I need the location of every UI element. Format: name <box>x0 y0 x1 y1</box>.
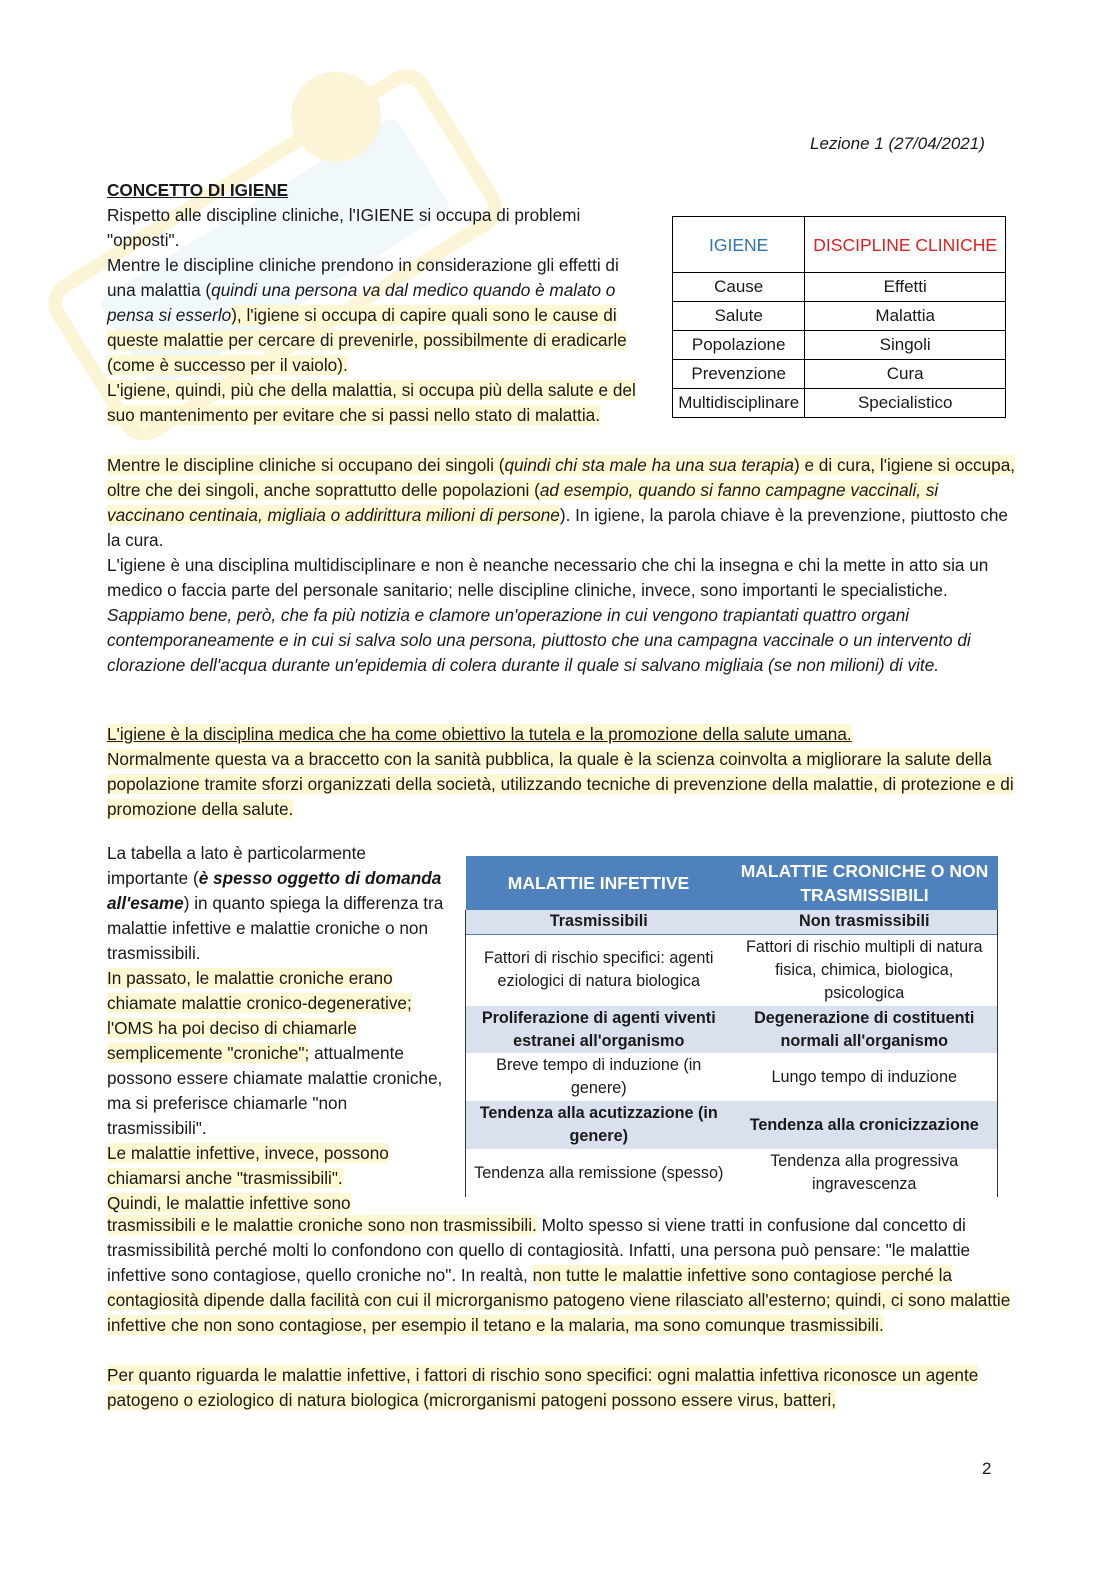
igiene-vs-cliniche-table <box>672 216 1006 418</box>
table2-cell: Lungo tempo di induzione <box>732 1053 998 1101</box>
table2-cell: Breve tempo di induzione (in genere) <box>466 1053 732 1101</box>
section-title: CONCETTO DI IGIENE <box>107 180 289 200</box>
table2-cell: Proliferazione di agenti viventi estranei all'organismo <box>466 1006 732 1053</box>
paragraph-multidisciplinare: L'igiene è una disciplina multidisciplinare e non è neanche necessario che chi la insegna e chi la mette in atto sia un medico o faccia parte del personale sanitario; nelle discipline cliniche, invece, sono importanti le specialistiche. Sappiamo bene, però, che fa più notizia e clamore un'operazione in cui vengono trapiantati quattro organi contemporaneamente e in cui si salva solo una persona, piuttosto che una campagna vaccinale o un intervento di clorazione dell'acqua durante un'epidemia di colera durante il quale si salvano migliaia (se non milioni) di vite. <box>107 555 989 675</box>
table2-cell: Non trasmissibili <box>732 910 998 934</box>
table1-header-discipline: DISCIPLINE CLINICHE <box>805 217 1006 273</box>
table1-cell: Specialistico <box>805 389 1006 418</box>
table2-cell: Fattori di rischio multipli di natura fisica, chimica, biologica, psicologica <box>732 934 998 1006</box>
table1-cell: Malattia <box>805 302 1006 331</box>
table1-cell: Cura <box>805 360 1006 389</box>
table2-cell: Tendenza alla progressiva ingravescenza <box>732 1149 998 1197</box>
table1-cell: Popolazione <box>673 331 805 360</box>
table2-cell: Tendenza alla remissione (spesso) <box>466 1149 732 1197</box>
table2-cell: Fattori di rischio specifici: agenti eziologici di natura biologica <box>466 934 732 1006</box>
table2-header-infettive: MALATTIE INFETTIVE <box>466 856 732 910</box>
intro-paragraph <box>107 203 652 428</box>
intro-line-2: Mentre le discipline cliniche prendono in considerazione gli effetti di una malattia (quindi una persona va dal medico quando è malato o pensa si esserlo), l'igiene si occupa di capire quali sono le cause di queste malattie per cercare di prevenirle, possibilmente di eradicarle (come è successo per il vaiolo). <box>107 255 627 375</box>
table2-cell: Tendenza alla acutizzazione (in genere) <box>466 1101 732 1149</box>
intro-line-3: L'igiene, quindi, più che della malattia, si occupa più della salute e del suo mantenimento per evitare che si passi nello stato di malattia. <box>107 380 636 425</box>
table1-cell: Prevenzione <box>673 360 805 389</box>
table2-cell: Degenerazione di costituenti normali all'organismo <box>732 1006 998 1053</box>
table2-header-croniche: MALATTIE CRONICHE O NON TRASMISSIBILI <box>732 856 998 910</box>
table1-cell: Cause <box>673 273 805 302</box>
lesson-header: Lezione 1 (27/04/2021) <box>810 134 985 153</box>
infettive-vs-croniche-table <box>465 856 998 1197</box>
paragraph-singoli-popolazioni: Mentre le discipline cliniche si occupano dei singoli (quindi chi sta male ha una sua terapia) e di cura, l'igiene si occupa, oltre che dei singoli, anche soprattutto delle popolazioni (ad esempio, quando si fanno campagne vaccinali, si vaccinano centinaia, migliaia o addirittura milioni di persone). In igiene, la parola chiave è la prevenzione, piuttosto che la cura. <box>107 455 1016 550</box>
table1-cell: Singoli <box>805 331 1006 360</box>
intro-line-1: Rispetto alle discipline cliniche, l'IGIENE si occupa di problemi "opposti". <box>107 205 581 250</box>
table2-cell: Trasmissibili <box>466 910 732 934</box>
paragraph-trasmissibilita: trasmissibili e le malattie croniche sono non trasmissibili. Molto spesso si viene tratti in confusione dal concetto di trasmissibilità perché molti lo confondono con quello di contagiosità. Infatti, una persona può pensare: "le malattie infettive sono contagiose, quello croniche no". In realtà, non tutte le malattie infettive sono contagiose perché la contagiosità dipende dalla facilità con cui il microrganismo patogeno viene rilasciato all'esterno; quindi, ci sono malattie infettive che non sono contagiose, per esempio il tetano e la malaria, ma sono comunque trasmissibili. <box>107 1215 1011 1335</box>
table1-cell: Effetti <box>805 273 1006 302</box>
table1-cell: Salute <box>673 302 805 331</box>
table1-cell: Multidisciplinare <box>673 389 805 418</box>
paragraph-definizione-igiene: L'igiene è la disciplina medica che ha come obiettivo la tutela e la promozione della salute umana. Normalmente questa va a braccetto con la sanità pubblica, la quale è la scienza coinvolta a migliorare la salute della popolazione tramite sforzi organizzati della società, utilizzando tecniche di prevenzione della malattie, di protezione e di promozione della salute. <box>107 724 1014 819</box>
table2-cell: Tendenza alla cronicizzazione <box>732 1101 998 1149</box>
table1-header-igiene: IGIENE <box>673 217 805 273</box>
side-paragraph: La tabella a lato è particolarmente importante (è spesso oggetto di domanda all'esame) in quanto spiega la differenza tra malattie infettive e malattie croniche o non trasmissibili. In passato, le malattie croniche erano chiamate malattie cronico-degenerative; l'OMS ha poi deciso di chiamarle semplicemente "croniche"; attualmente possono essere chiamate malattie croniche, ma si preferisce chiamarle "non trasmissibili". Le malattie infettive, invece, possono chiamarsi anche "trasmissibili". Quindi, le malattie infettive sono <box>107 843 444 1213</box>
paragraph-fattori-rischio: Per quanto riguarda le malattie infettive, i fattori di rischio sono specifici: ogni malattia infettiva riconosce un agente patogeno o eziologico di natura biologica (microrganismi patogeni possono essere virus, batteri, <box>107 1365 979 1410</box>
page-number: 2 <box>982 1459 992 1478</box>
